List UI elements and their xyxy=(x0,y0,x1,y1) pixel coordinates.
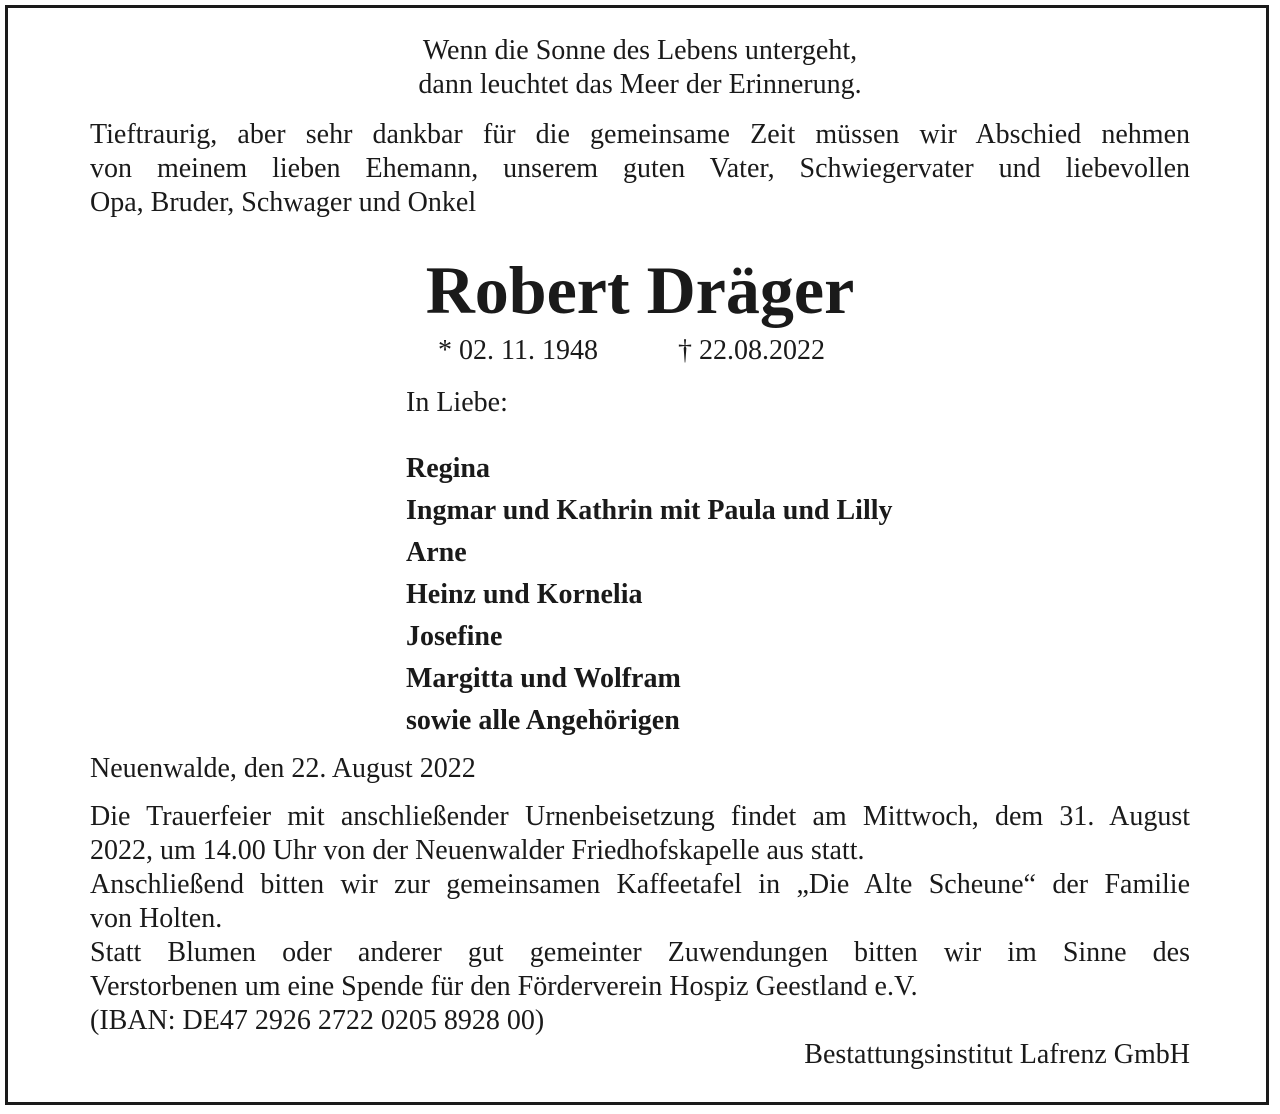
notice-line: (IBAN: DE47 2926 2722 0205 8928 00) xyxy=(90,1005,545,1036)
intro-line: Tieftraurig, aber sehr dankbar für die gemeinsame Zeit müssen wir Abschied nehmen xyxy=(90,119,1190,150)
mourner-name: Ingmar und Kathrin mit Paula und Lilly xyxy=(406,495,893,526)
motto xyxy=(90,34,1190,102)
notice-line: Verstorbenen um eine Spende für den Förderverein Hospiz Geestland e.V. xyxy=(90,971,918,1002)
mourner-name: sowie alle Angehörigen xyxy=(406,705,680,736)
mourner-name: Margitta und Wolfram xyxy=(406,663,681,694)
mourners-list xyxy=(406,448,1190,742)
notice-line: von Holten. xyxy=(90,903,223,934)
life-dates xyxy=(90,334,1190,368)
notice-line: 2022, um 14.00 Uhr von der Neuenwalder Friedhofskapelle aus statt. xyxy=(90,835,865,866)
mourner-name: Regina xyxy=(406,453,490,484)
motto-line: dann leuchtet das Meer der Erinnerung. xyxy=(418,69,862,100)
notice-line: Statt Blumen oder anderer gut gemeinter Zuwendungen bitten wir im Sinne des xyxy=(90,937,1190,968)
place-date: Neuenwalde, den 22. August 2022 xyxy=(90,753,476,784)
funeral-home: Bestattungsinstitut Lafrenz GmbH xyxy=(804,1039,1190,1070)
death-date: † 22.08.2022 xyxy=(678,335,825,366)
intro-line: Opa, Bruder, Schwager und Onkel xyxy=(90,187,477,218)
birth-date: * 02. 11. 1948 xyxy=(438,335,598,366)
mourner-name: Heinz und Kornelia xyxy=(406,579,643,610)
intro-line: von meinem lieben Ehemann, unserem guten Vater, Schwiegervater und liebevollen xyxy=(90,153,1190,184)
mourners-intro: In Liebe: xyxy=(406,387,508,418)
obituary-content xyxy=(90,34,1190,1072)
deceased-name: Robert Dräger xyxy=(425,252,855,328)
notice-line: Die Trauerfeier mit anschließender Urnenbeisetzung findet am Mittwoch, dem 31. August xyxy=(90,801,1190,832)
motto-line: Wenn die Sonne des Lebens untergeht, xyxy=(422,35,858,66)
intro-text xyxy=(90,118,1190,220)
mourner-name: Josefine xyxy=(406,621,503,652)
notice-line: Anschließend bitten wir zur gemeinsamen Kaffeetafel in „Die Alte Scheune“ der Familie xyxy=(90,869,1190,900)
funeral-notice xyxy=(90,800,1190,1038)
mourner-name: Arne xyxy=(406,537,467,568)
